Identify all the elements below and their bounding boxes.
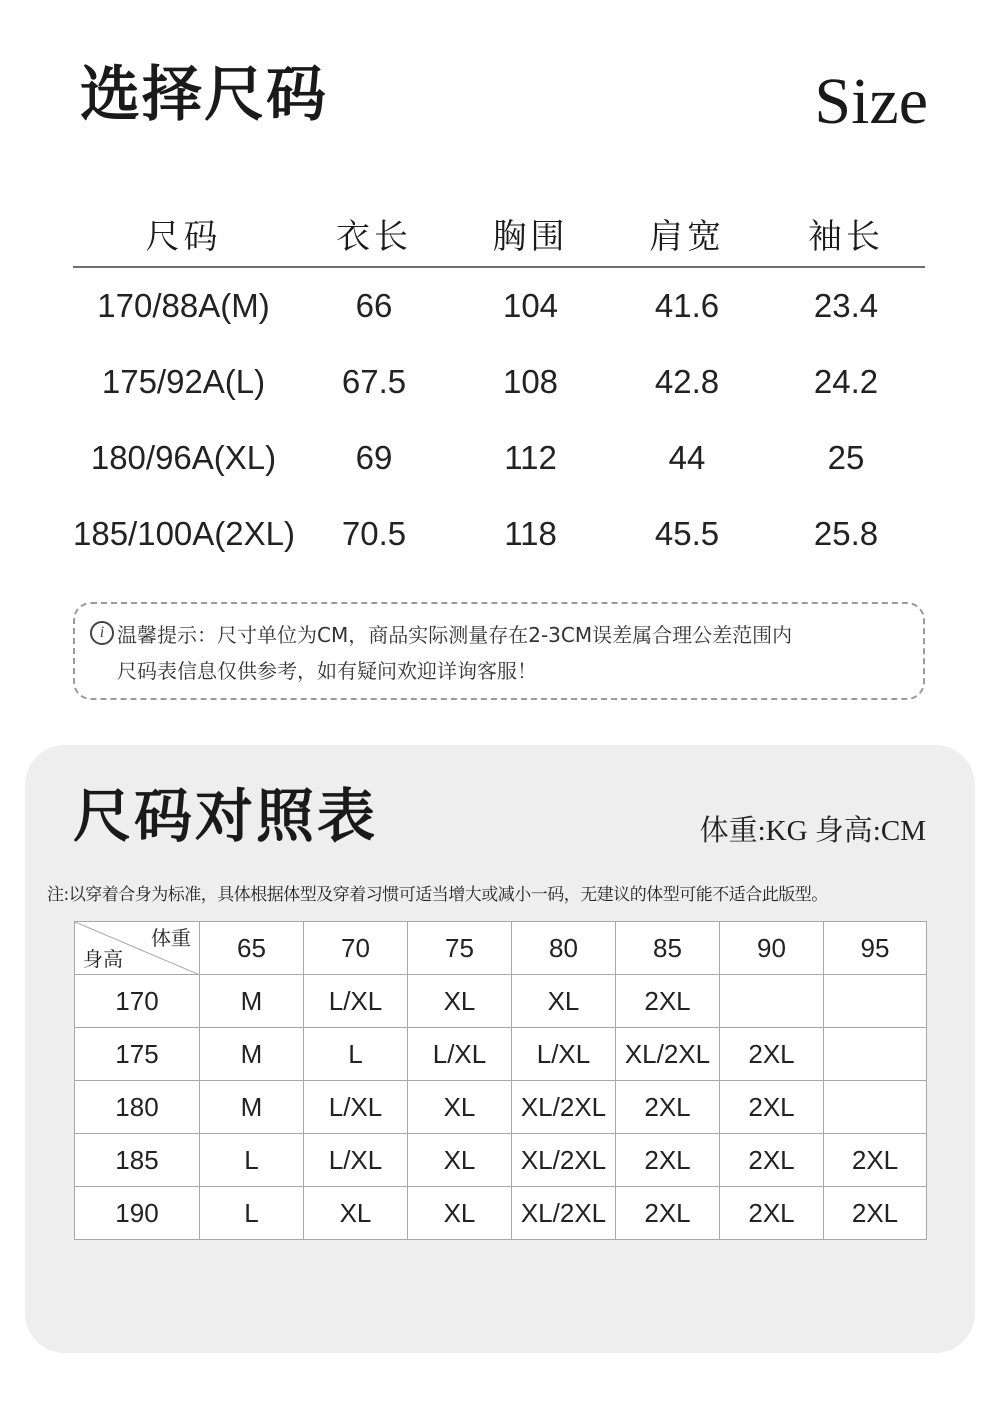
cell-shoulder: 42.8 <box>654 363 720 400</box>
units-label: 体重:KG 身高:CM <box>699 815 926 847</box>
header-shoulder: 肩宽 <box>607 200 767 267</box>
height-cell: 185 <box>75 1134 200 1187</box>
size-cell: XL/2XL <box>512 1081 616 1134</box>
size-reference-table <box>74 921 927 1240</box>
size-cell: 2XL <box>616 1134 720 1187</box>
weight-header: 65 <box>200 922 304 975</box>
table-row <box>75 975 927 1028</box>
size-cell <box>824 975 927 1028</box>
size-cell <box>720 975 824 1028</box>
size-cell: L/XL <box>408 1028 512 1081</box>
size-cell: 2XL <box>824 1134 927 1187</box>
size-cell: L/XL <box>304 975 408 1028</box>
header-sleeve: 袖长 <box>767 200 925 267</box>
table-row <box>75 1134 927 1187</box>
size-cell: XL/2XL <box>512 1134 616 1187</box>
size-cell: 2XL <box>616 1081 720 1134</box>
cell-shoulder: 45.5 <box>654 515 720 552</box>
size-cell: XL <box>512 975 616 1028</box>
size-cell: 2XL <box>824 1187 927 1240</box>
height-cell: 180 <box>75 1081 200 1134</box>
weight-header: 90 <box>720 922 824 975</box>
header-length: 衣长 <box>294 200 454 267</box>
size-cell: L <box>304 1028 408 1081</box>
cell-sleeve: 23.4 <box>813 287 879 324</box>
weight-header: 85 <box>616 922 720 975</box>
cell-shoulder: 44 <box>668 439 706 476</box>
table-row <box>73 344 925 420</box>
table-row <box>75 1028 927 1081</box>
size-cell: M <box>200 1028 304 1081</box>
reference-header-row <box>75 922 927 975</box>
tip-text-line2: 尺码表信息仅供参考，如有疑问欢迎详询客服！ <box>117 659 537 683</box>
height-cell: 170 <box>75 975 200 1028</box>
cell-size: 170/88A(M) <box>97 287 270 324</box>
cell-size: 185/100A(2XL) <box>73 515 295 552</box>
cell-sleeve: 24.2 <box>813 363 879 400</box>
size-cell: XL <box>408 1081 512 1134</box>
table-row <box>73 267 925 344</box>
corner-height-label: 身高 <box>83 947 123 971</box>
cell-chest: 112 <box>504 439 557 476</box>
cell-length: 66 <box>355 287 393 324</box>
height-cell: 190 <box>75 1187 200 1240</box>
size-cell: L <box>200 1134 304 1187</box>
size-cell: XL/2XL <box>616 1028 720 1081</box>
cell-size: 180/96A(XL) <box>90 439 277 476</box>
size-cell <box>824 1081 927 1134</box>
fit-note: 注:以穿着合身为标准，具体根据体型及穿着习惯可适当增大或减小一码，无建议的体型可能不适合此版型。 <box>47 885 828 905</box>
cell-length: 69 <box>355 439 393 476</box>
size-cell: L/XL <box>304 1081 408 1134</box>
corner-cell <box>75 922 200 975</box>
height-cell: 175 <box>75 1028 200 1081</box>
cell-chest: 108 <box>502 363 559 400</box>
size-table <box>73 200 925 572</box>
weight-header: 70 <box>304 922 408 975</box>
size-cell: XL <box>408 975 512 1028</box>
reference-title: 尺码对照表 <box>73 782 379 850</box>
weight-header: 80 <box>512 922 616 975</box>
tip-box <box>73 602 925 700</box>
size-cell: XL <box>408 1187 512 1240</box>
cell-size: 175/92A(L) <box>101 363 266 400</box>
size-cell: XL/2XL <box>512 1187 616 1240</box>
size-cell: 2XL <box>616 975 720 1028</box>
size-cell: 2XL <box>720 1028 824 1081</box>
cell-length: 67.5 <box>341 363 407 400</box>
size-cell: M <box>200 975 304 1028</box>
weight-header: 95 <box>824 922 927 975</box>
size-cell <box>824 1028 927 1081</box>
tip-text-line1: 温馨提示：尺寸单位为CM，商品实际测量存在2-3CM误差属合理公差范围内 <box>117 623 793 647</box>
size-cell: 2XL <box>720 1134 824 1187</box>
size-cell: XL <box>408 1134 512 1187</box>
info-icon: i <box>90 621 114 645</box>
size-cell: 2XL <box>720 1081 824 1134</box>
cell-sleeve: 25.8 <box>813 515 879 552</box>
size-cell: L/XL <box>512 1028 616 1081</box>
table-row <box>75 1187 927 1240</box>
page-title: 选择尺码 <box>80 60 328 130</box>
size-cell: 2XL <box>720 1187 824 1240</box>
table-row <box>73 496 925 572</box>
size-label: Size <box>814 65 928 138</box>
table-row <box>75 1081 927 1134</box>
size-cell: L <box>200 1187 304 1240</box>
size-cell: 2XL <box>616 1187 720 1240</box>
size-table-header <box>73 200 925 267</box>
size-cell: M <box>200 1081 304 1134</box>
cell-length: 70.5 <box>341 515 407 552</box>
cell-shoulder: 41.6 <box>654 287 720 324</box>
cell-chest: 104 <box>502 287 559 324</box>
weight-header: 75 <box>408 922 512 975</box>
cell-chest: 118 <box>504 515 557 552</box>
table-row <box>73 420 925 496</box>
cell-sleeve: 25 <box>827 439 865 476</box>
size-cell: XL <box>304 1187 408 1240</box>
header-chest: 胸围 <box>454 200 607 267</box>
header-size: 尺码 <box>73 200 294 267</box>
corner-weight-label: 体重 <box>151 926 191 950</box>
size-cell: L/XL <box>304 1134 408 1187</box>
